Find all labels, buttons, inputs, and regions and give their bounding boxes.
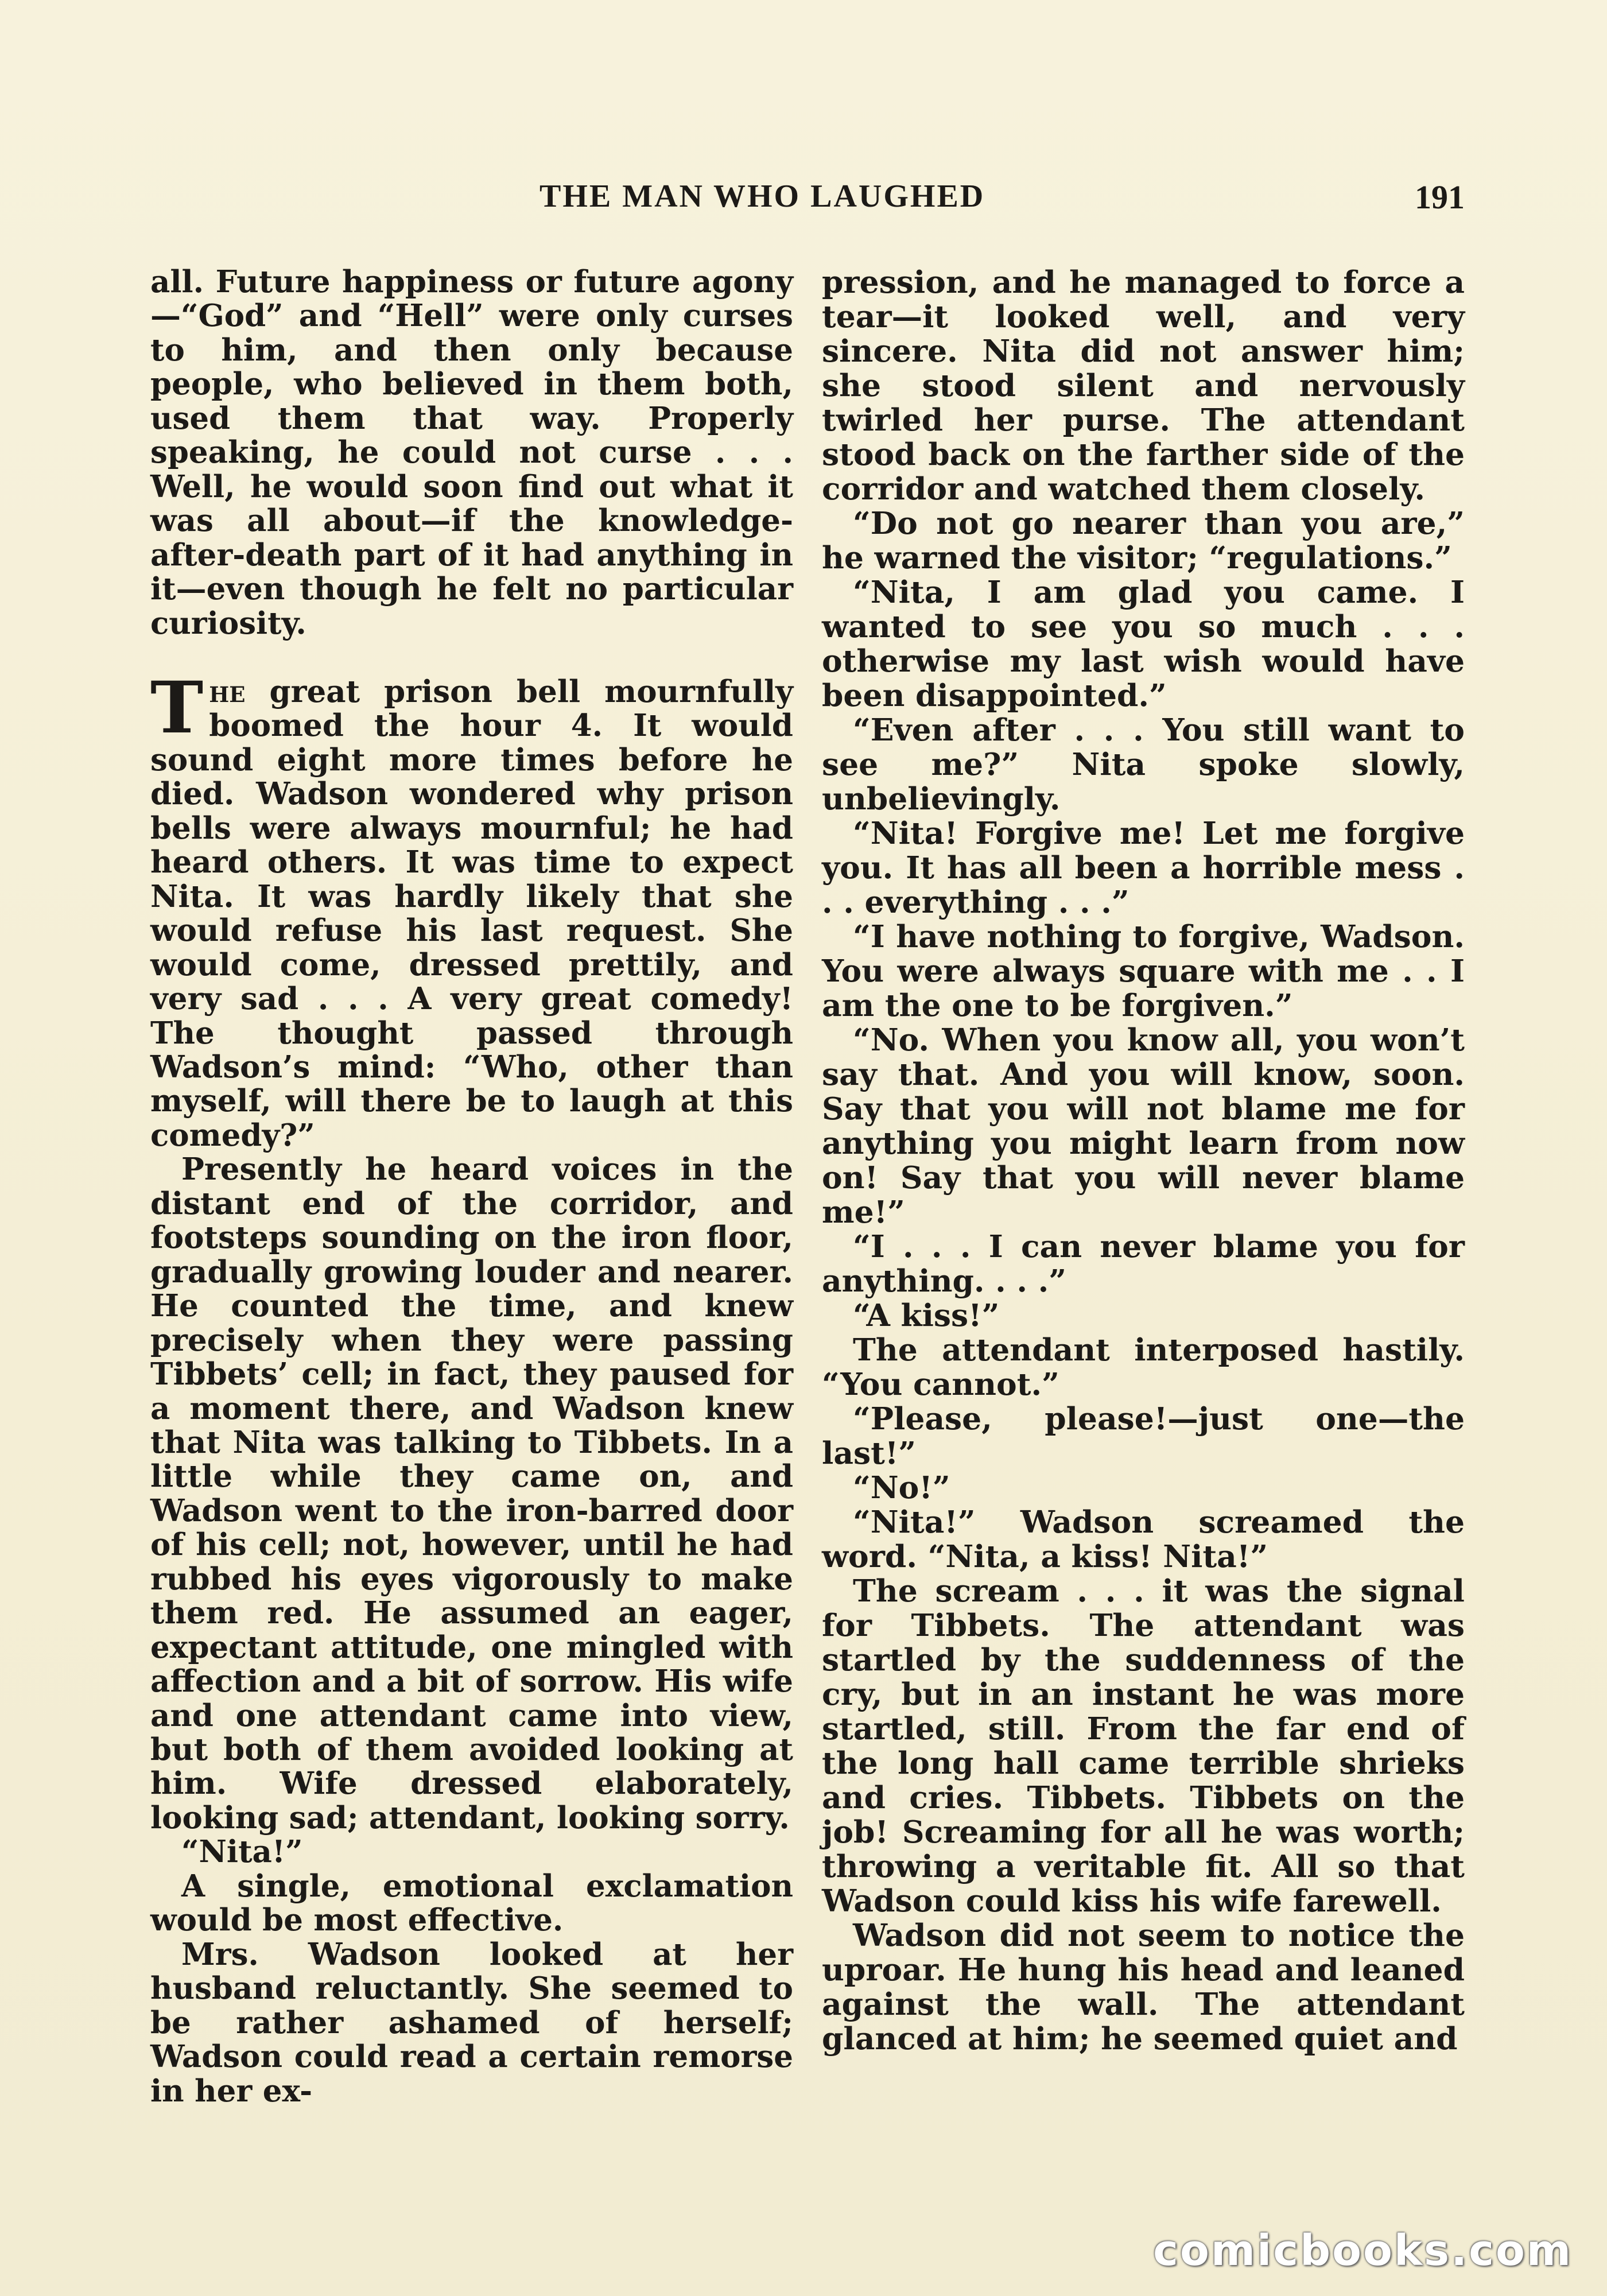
paragraph: “Please, please!—just one—the last!”: [822, 1401, 1465, 1471]
paragraph: “Nita! Forgive me! Let me forgive you. It has all been a horrible mess . . . everything . . .”: [822, 815, 1465, 920]
page-number: 191: [1415, 179, 1465, 216]
paragraph: A single, emotional exclamation would be most effective.: [150, 1868, 793, 1938]
page-header: [539, 178, 1465, 224]
small-caps-word: he: [209, 673, 246, 709]
drop-cap: T: [150, 666, 204, 750]
paragraph: The attendant interposed hastily. “You cannot.”: [822, 1332, 1465, 1402]
right-column: [822, 265, 1465, 2056]
paragraph: The scream . . . it was the signal for Tibbets. The attendant was startled by the suddenness of the cry, but in an instant he was more startled, still. From the far end of the long hall came terrible shrieks and cries. Tibbets. Tibbets on the job! Screaming for all he was worth; throwing a veritable fit. All so that Wadson could kiss his wife farewell.: [822, 1573, 1465, 1919]
paragraph: “Nita, I am glad you came. I wanted to see you so much . . . otherwise my last wish would have been disappointed.”: [822, 574, 1465, 713]
paragraph: Mrs. Wadson looked at her husband reluctantly. She seemed to be rather ashamed of herself; Wadson could read a certain remorse in her ex-: [150, 1936, 793, 2109]
paragraph: Presently he heard voices in the distant end of the corridor, and footsteps sounding on the iron floor, gradually growing louder and nearer. He counted the time, and knew precisely when they were passing Tibbets’ cell; in fact, they paused for a moment there, and Wadson knew that Nita was talking to Tibbets. In a little while they came on, and Wadson went to the iron-barred door of his cell; not, however, until he had rubbed his eyes vigorously to make them red. He assumed an eager, expectant attitude, one mingled with affection and a bit of sorrow. His wife and one attendant came into view, but both of them avoided looking at him. Wife dressed elaborately, looking sad; attendant, looking sorry.: [150, 1151, 793, 1836]
paragraph: all. Future happiness or future agony—“God” and “Hell” were only curses to him, and then only because people, who believed in them both, used them that way. Properly speaking, he could not curse . . . Well, he would soon find out what it was all about—if the knowledge-after-death part of it had anything in it—even though he felt no particular curiosity.: [150, 264, 793, 641]
paragraph: “Do not go nearer than you are,” he warned the visitor; “regulations.”: [822, 505, 1465, 576]
paragraph: “Nita!”: [181, 1834, 303, 1870]
paragraph: “Even after . . . You still want to see me?” Nita spoke slowly, unbelievingly.: [822, 712, 1465, 817]
paragraph: “No. When you know all, you won’t say that. And you will know, soon. Say that you will not blame me for anything you might learn from now on! Say that you will never blame me!”: [822, 1022, 1465, 1230]
paragraph: “I have nothing to forgive, Wadson. You were always square with me . . I am the one to be forgiven.”: [822, 918, 1465, 1023]
watermark: comicbooks.com: [1153, 2226, 1573, 2275]
left-column: [150, 265, 793, 2108]
paragraph: “A kiss!”: [853, 1297, 1000, 1333]
paragraph: “I . . . I can never blame you for anything. . . .”: [822, 1228, 1465, 1299]
paragraph-text: great prison bell mournfully boomed the hour 4. It would sound eight more times before he died. Wadson wondered why prison bells were always mournful; he had heard others. It was time to expect Nita. It was hardly likely that she would refuse his last request. She would come, dressed prettily, and very sad . . . A very great comedy! The thought passed through Wadson’s mind: “Who, other than myself, will there be to laugh at this comedy?”: [150, 673, 793, 1153]
paragraph: “No!”: [853, 1469, 950, 1506]
paragraph: pression, and he managed to force a tear—it looked well, and very sincere. Nita did not answer him; she stood silent and nervously twirled her purse. The attendant stood back on the farther side of the corridor and watched them closely.: [822, 264, 1465, 507]
paragraph-dropcap: [150, 666, 793, 1153]
paragraph: Wadson did not seem to notice the uproar. He hung his head and leaned against the wall. The attendant glanced at him; he seemed quiet and: [822, 1917, 1465, 2057]
running-title: THE MAN WHO LAUGHED: [539, 179, 985, 214]
paragraph: “Nita!” Wadson screamed the word. “Nita, a kiss! Nita!”: [822, 1504, 1465, 1574]
